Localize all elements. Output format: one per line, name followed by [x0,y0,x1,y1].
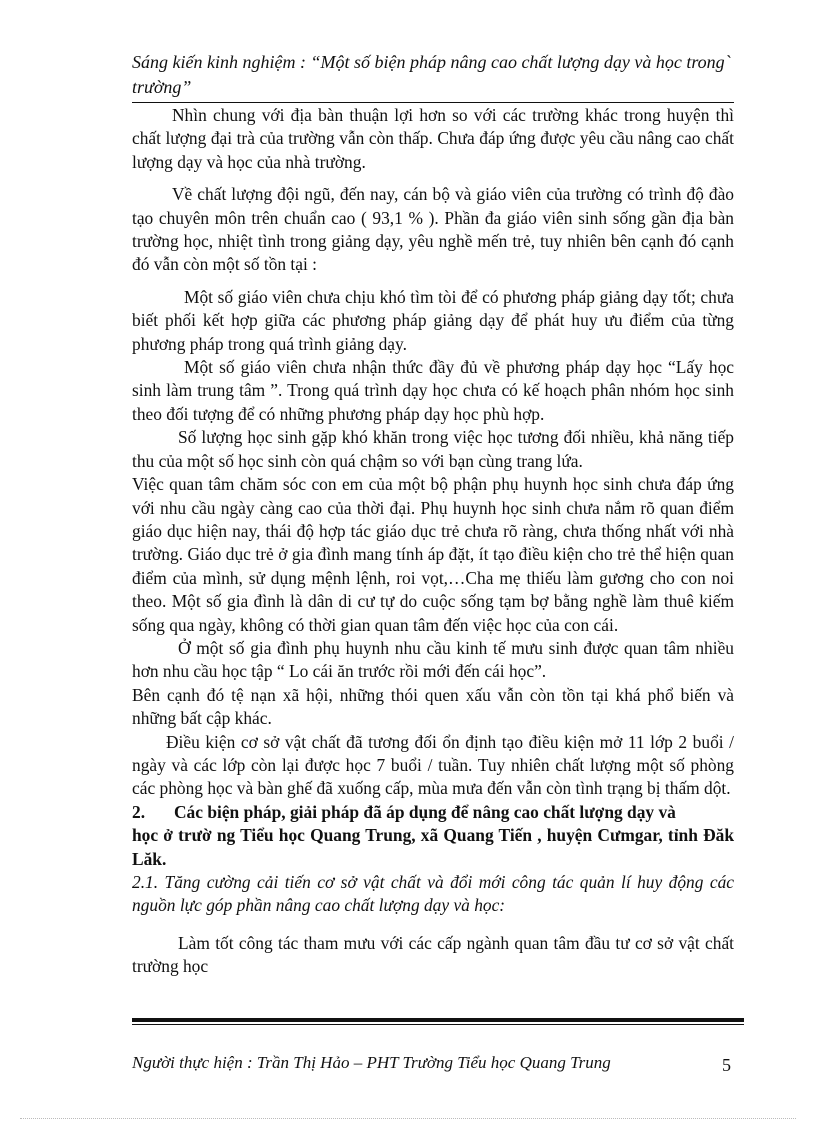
subsection-heading: 2.1. Tăng cường cải tiến cơ sở vật chất và đổi mới công tác quản lí huy động các nguồn lực góp phần nâng cao chất lượng dạy và học: [132,872,734,916]
paragraph: Việc quan tâm chăm sóc con em của một bộ phận phụ huynh học sinh chưa đáp ứng với nhu cầu ngày càng cao của thời đại. Phụ huynh học sinh chưa nắm rõ quan điểm giáo dục hiện nay, thái độ hợp tác giáo dục trẻ chưa rõ ràng, chưa thống nhất với nhà trường. Giáo dục trẻ ở gia đình mang tính áp đặt, ít tạo điều kiện cho trẻ thể hiện quan điểm của mình, sử dụng mệnh lệnh, roi vọt,…Cha mẹ thiếu làm gương cho con noi theo. Một số gia đình là dân di cư tự do cuộc sống tạm bợ bằng nghề làm thuê kiếm sống qua ngày, không có thời gian quan tâm đến việc học của con cái. [132,474,734,635]
footer-rule-thick [132,1018,744,1022]
paragraph: Số lượng học sinh gặp khó khăn trong việc học tương đối nhiều, khả năng tiếp thu của một số học sinh còn quá chậm so với bạn cùng trang lứa. [132,427,734,471]
paragraph: Một số giáo viên chưa nhận thức đầy đủ về phương pháp dạy học “Lấy học sinh làm trung tâm ”. Trong quá trình dạy học chưa có kế hoạch phân nhóm học sinh theo đối tượng để có những phương pháp dạy học phù hợp. [132,357,734,424]
section-title-line1: Các biện pháp, giải pháp đã áp dụng để nâng cao chất lượng dạy và [174,801,676,822]
page-number: 5 [722,1055,731,1075]
page-header: Sáng kiến kinh nghiệm : “Một số biện pháp nâng cao chất lượng dạy và học trong` trường” [132,52,731,97]
paragraph: Về chất lượng đội ngũ, đến nay, cán bộ và giáo viên của trường có trình độ đào tạo chuyên môn trên chuẩn cao ( 93,1 % ). Phần đa giáo viên sinh sống gần địa bàn trường học, nhiệt tình trong giảng dạy, yêu nghề mến trẻ, tuy nhiên bên cạnh đó cạnh đó vẫn còn một số tồn tại : [132,184,734,275]
section-number: 2. [132,801,146,822]
paragraph: Ở một số gia đình phụ huynh nhu cầu kinh tế mưu sinh được quan tâm nhiều hơn nhu cầu học tập “ Lo cái ăn trước rồi mới đến cái học”. [132,637,734,682]
paragraph: Bên cạnh đó tệ nạn xã hội, những thói quen xấu vẫn còn tồn tại khá phổ biến và những bất cập khác. [132,684,734,729]
document-body [132,104,734,979]
section-title-rest: học ở trườ ng Tiểu học Quang Trung, xã Quang Tiến , huyện Cưmgar, tỉnh Đăk Lăk. [132,825,734,869]
header-rule [132,102,734,103]
paragraph: Nhìn chung với địa bàn thuận lợi hơn so với các trường khác trong huyện thì chất lượng đại trà của trường vẫn còn thấp. Chưa đáp ứng được yêu cầu nâng cao chất lượng dạy và học của nhà trường. [132,105,734,172]
section-heading [132,801,734,824]
paragraph: Làm tốt công tác tham mưu với các cấp ngành quan tâm đầu tư cơ sở vật chất trường học [132,932,734,977]
page-footer: Người thực hiện : Trần Thị Hảo – PHT Trường Tiểu học Quang Trung [132,1053,611,1072]
page-edge-border [20,1118,796,1119]
footer-rule-thin [132,1024,744,1025]
paragraph: Điều kiện cơ sở vật chất đã tương đối ổn định tạo điều kiện mở 11 lớp 2 buổi / ngày và các lớp còn lại được học 7 buổi / tuần. Tuy nhiên chất lượng một số phòng các phòng học và bàn ghế đã xuống cấp, mùa mưa đến vẫn còn tình trạng bị thấm dột. [132,731,734,799]
paragraph: Một số giáo viên chưa chịu khó tìm tòi để có phương pháp giảng dạy tốt; chưa biết phối kết hợp giữa các phương pháp giảng dạy để phát huy ưu điểm của từng phương pháp trong quá trình giảng dạy. [132,286,734,354]
